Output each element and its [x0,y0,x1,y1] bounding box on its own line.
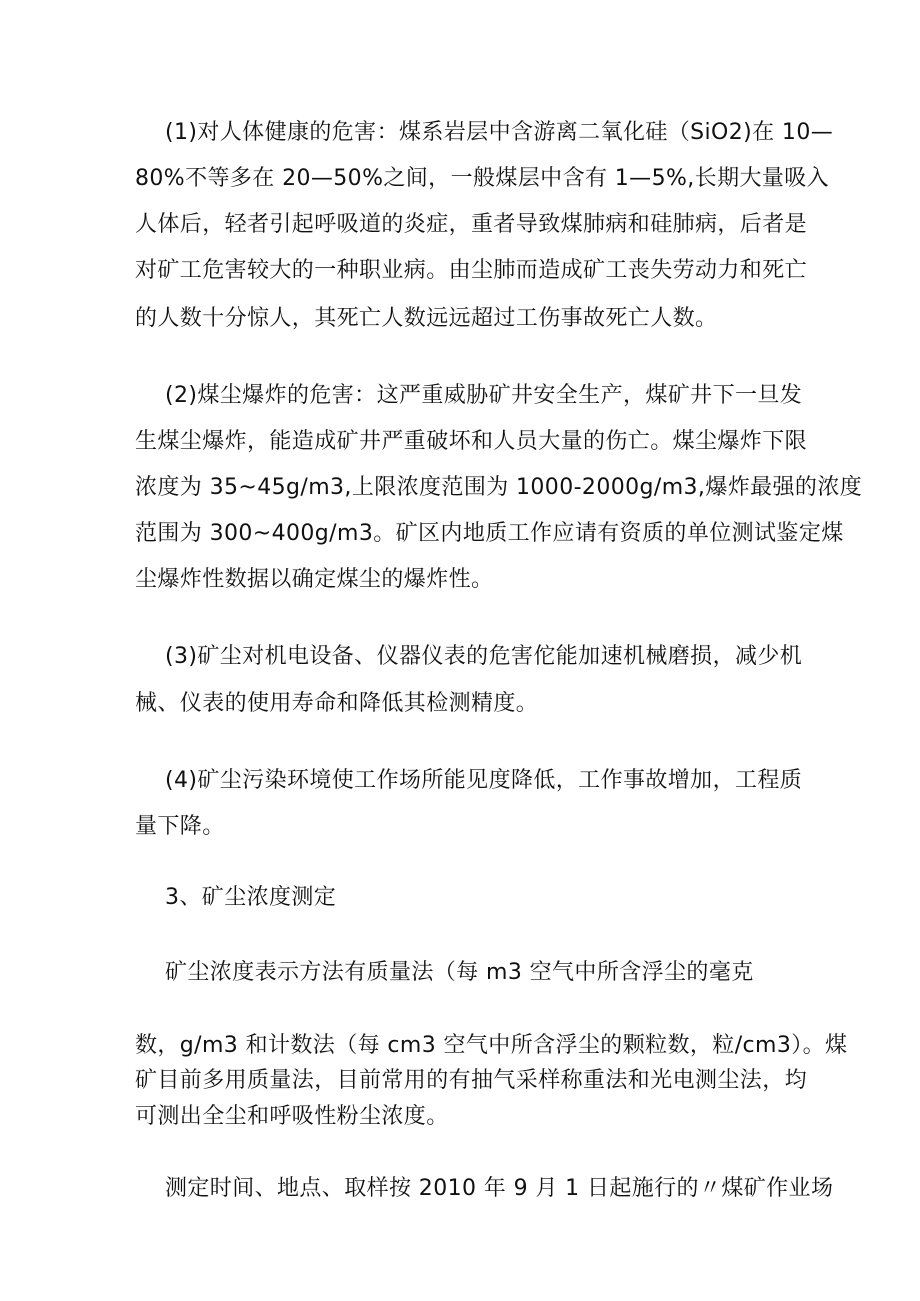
paragraph-1-line-4: 对矿工危害较大的一种职业病。由尘肺而造成矿工丧失劳动力和死亡 [135,258,808,283]
paragraph-2-line-1: (2)煤尘爆炸的危害：这严重威胁矿井安全生产，煤矿井下一旦发 [165,383,803,408]
paragraph-4-line-1: (4)矿尘污染环境使工作场所能见度降低，工作事故增加，工程质 [165,768,803,793]
paragraph-7-line-1: 测定时间、地点、取样按 2010 年 9 月 1 日起施行的〃煤矿作业场 [165,1176,834,1201]
paragraph-6-line-1: 数，g/m3 和计数法（每 cm3 空气中所含浮尘的颗粒数，粒/cm3）。煤 [135,1033,848,1058]
paragraph-1-line-2: 80%不等多在 20—50%之间，一般煤层中含有 1—5%,长期大量吸入 [135,166,830,191]
paragraph-2-line-5: 尘爆炸性数据以确定煤尘的爆炸性。 [135,567,494,592]
paragraph-3-line-2: 械、仪表的使用寿命和降低其检测精度。 [135,691,539,716]
paragraph-3-line-1: (3)矿尘对机电设备、仪器仪表的危害佗能加速机械磨损，减少机 [165,644,803,669]
section-heading: 3、矿尘浓度测定 [165,885,337,910]
paragraph-1-line-3: 人体后，轻者引起呼吸道的炎症，重者导致煤肺病和硅肺病，后者是 [135,212,808,237]
paragraph-2-line-2: 生煤尘爆炸，能造成矿井严重破坏和人员大量的伤亡。煤尘爆炸下限 [135,429,808,454]
paragraph-1-line-5: 的人数十分惊人，其死亡人数远远超过工伤事故死亡人数。 [135,306,718,331]
paragraph-5-line-1: 矿尘浓度表示方法有质量法（每 m3 空气中所含浮尘的毫克 [165,960,754,985]
paragraph-6-line-3: 可测出全尘和呼吸性粉尘浓度。 [135,1104,449,1129]
paragraph-1-line-1: (1)对人体健康的危害：煤系岩层中含游离二氧化硅（SiO2)在 10— [165,120,834,145]
paragraph-6-line-2: 矿目前多用质量法，目前常用的有抽气采样称重法和光电测尘法，均 [135,1068,808,1093]
paragraph-4-line-2: 量下降。 [135,814,225,839]
paragraph-2-line-4: 范围为 300~400g/m3。矿区内地质工作应请有资质的单位测试鉴定煤 [135,521,844,546]
paragraph-2-line-3: 浓度为 35~45g/m3,上限浓度范围为 1000-2000g/m3,爆炸最强的浓度 [135,475,863,500]
